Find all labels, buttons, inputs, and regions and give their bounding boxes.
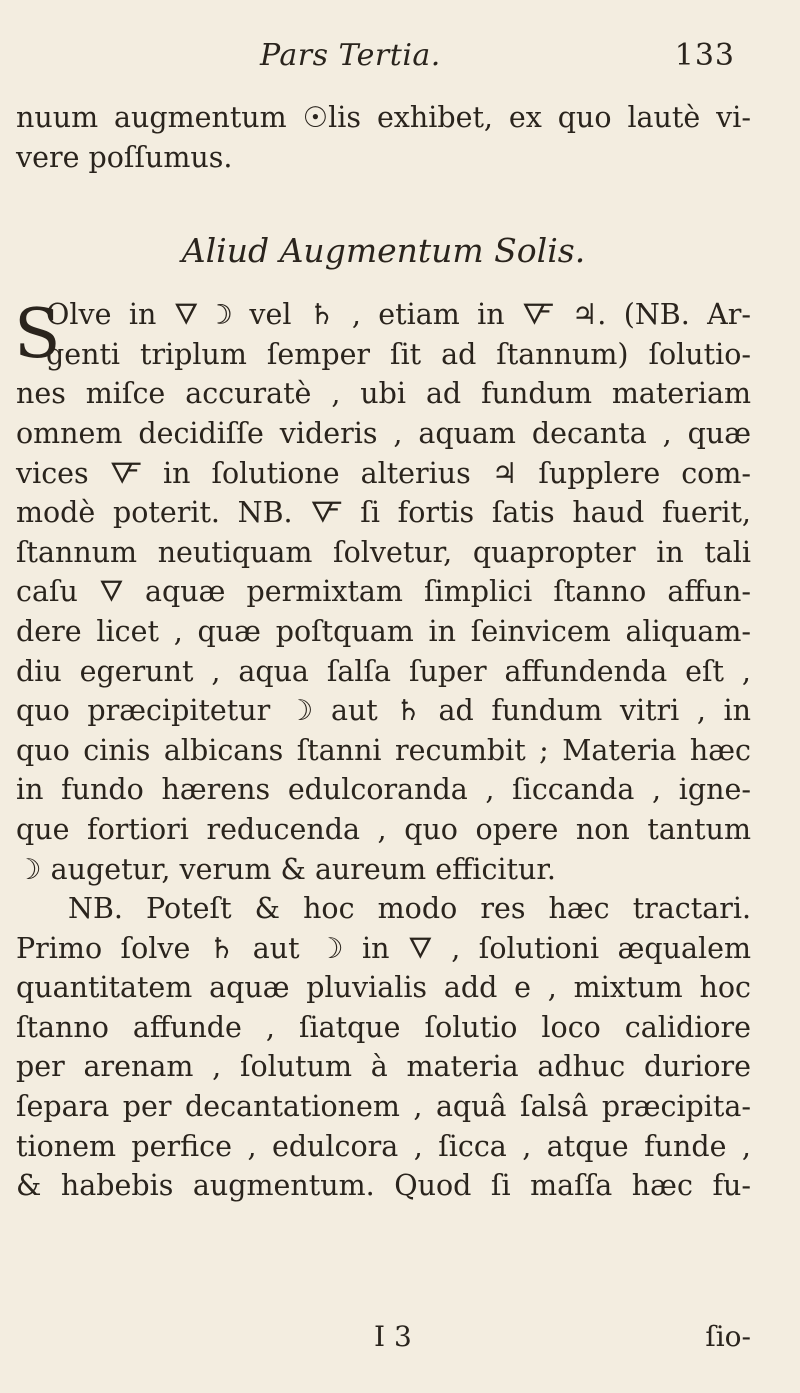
text-line: Primo ſolve ♄ aut ☽ in 🜄 , ſolutioni æqualem bbox=[16, 931, 751, 965]
text-line: nes miſce accuratè , ubi ad fundum materiam bbox=[16, 377, 751, 411]
running-header bbox=[130, 38, 735, 88]
text-line: quo cinis albicans ſtanni recumbit ; Materia hæc bbox=[16, 733, 751, 767]
text-line: diu egerunt , aqua ſalſa ſuper affundenda eſt , bbox=[16, 654, 751, 688]
text-line: dere licet , quæ poſtquam in ſeinvicem aliquam- bbox=[16, 614, 751, 648]
text-line: ſepara per decantationem , aquâ ſalsâ præcipita- bbox=[16, 1090, 751, 1124]
text-line: caſu 🜄 aquæ permixtam ſimplici ſtanno affun- bbox=[16, 575, 751, 609]
text-line: ☽ augetur, verum & aureum efficitur. bbox=[16, 852, 556, 886]
text-line: NB. Poteſt & hoc modo res hæc tractari. bbox=[68, 892, 751, 926]
text-line: ſtanno affunde , ſiatque ſolutio loco calidiore bbox=[16, 1010, 751, 1044]
paragraph-start bbox=[16, 295, 751, 374]
section-heading: Aliud Augmentum Solis. bbox=[181, 231, 586, 271]
text-body bbox=[16, 98, 751, 1206]
running-title: Pars Tertia. bbox=[260, 38, 441, 73]
text-line: vere poſſumus. bbox=[16, 140, 233, 174]
text-line: tionem perfice , edulcora , ſicca , atque funde , bbox=[16, 1129, 751, 1163]
text-line: quantitatem aquæ pluvialis add e , mixtum hoc bbox=[16, 971, 751, 1005]
text-line: ſtannum neutiquam ſolvetur, quapropter in tali bbox=[16, 535, 751, 569]
page-number: 133 bbox=[674, 38, 735, 73]
text-line: nuum augmentum ☉lis exhibet, ex quo lautè vi- bbox=[16, 101, 751, 134]
text-line: & habebis augmentum. Quod ſi maſſa hæc fu- bbox=[16, 1169, 751, 1203]
text-line: in fundo hærens edulcoranda , ſiccanda , igne- bbox=[16, 773, 751, 807]
text-line: Olve in 🜄 ☽ vel ♄ , etiam in 🜅 ♃. (NB. Ar- bbox=[46, 298, 751, 332]
text-line: modè poterit. NB. 🜅 ſi fortis ſatis haud fuerit, bbox=[16, 496, 751, 530]
catchword: ſio- bbox=[705, 1320, 751, 1353]
text-line: omnem decidiſſe videris , aquam decanta , quæ bbox=[16, 416, 751, 450]
text-line: per arenam , ſolutum à materia adhuc duriore bbox=[16, 1050, 751, 1084]
page-footer bbox=[16, 1320, 751, 1360]
text-line: vices 🜅 in ſolutione alterius ♃ ſupplere com- bbox=[16, 456, 751, 490]
drop-cap: S bbox=[14, 295, 61, 375]
text-line: quo præcipitetur ☽ aut ♄ ad fundum vitri , in bbox=[16, 694, 751, 728]
text-line: que fortiori reducenda , quo opere non tantum bbox=[16, 812, 751, 846]
signature-mark: I 3 bbox=[374, 1320, 412, 1353]
text-line: genti triplum ſemper ſit ad ſtannum) ſolutio- bbox=[46, 337, 751, 371]
